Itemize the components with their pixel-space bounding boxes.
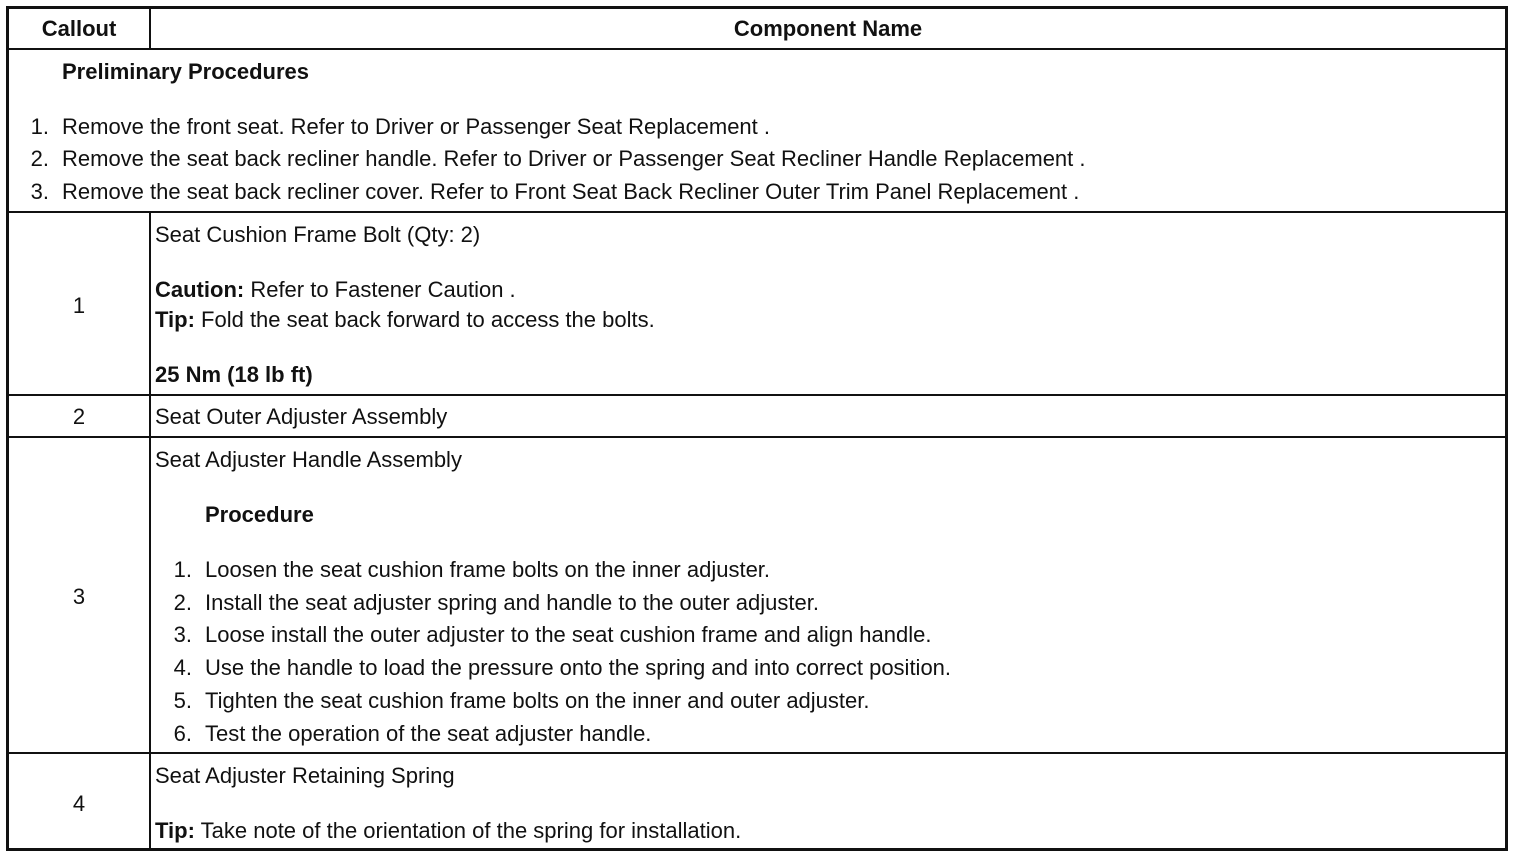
tip-note <box>155 308 655 332</box>
callout-number: 1 <box>72 293 86 318</box>
row-divider <box>9 211 1505 213</box>
header-component-name: Component Name <box>733 16 923 41</box>
component-name: Seat Adjuster Retaining Spring <box>155 763 455 788</box>
procedure-step-number: 2. <box>173 590 192 615</box>
caution-note <box>155 278 516 302</box>
procedure-step-text: Use the handle to load the pressure onto the spring and into correct position. <box>205 655 952 680</box>
procedure-step-number: 6. <box>173 721 192 746</box>
tip-label: Tip: <box>155 818 195 843</box>
tip-text: Take note of the orientation of the spring for installation. <box>194 818 742 843</box>
procedure-step-number: 1. <box>173 557 192 582</box>
procedure-step-text: Loose install the outer adjuster to the seat cushion frame and align handle. <box>205 622 932 647</box>
preliminary-step-text: Remove the seat back recliner cover. Refer to Front Seat Back Recliner Outer Trim Panel Replacement . <box>62 179 1080 204</box>
tip-note <box>155 819 741 843</box>
procedure-step-number: 5. <box>173 688 192 713</box>
procedure-step-text: Loosen the seat cushion frame bolts on the inner adjuster. <box>205 557 771 582</box>
row-divider <box>9 436 1505 438</box>
caution-label: Caution: <box>155 277 245 302</box>
preliminary-step-text: Remove the front seat. Refer to Driver or Passenger Seat Replacement . <box>62 114 770 139</box>
header-callout: Callout <box>41 16 117 41</box>
component-name: Seat Adjuster Handle Assembly <box>155 447 462 472</box>
procedure-step-number: 3. <box>173 622 192 647</box>
preliminary-step-number: 2. <box>30 146 49 171</box>
preliminary-step-number: 1. <box>30 114 49 139</box>
component-name: Seat Outer Adjuster Assembly <box>155 404 448 429</box>
component-table <box>6 6 1508 851</box>
callout-number: 3 <box>72 584 86 609</box>
row-divider <box>9 752 1505 754</box>
tip-label: Tip: <box>155 307 195 332</box>
procedure-step-text: Install the seat adjuster spring and handle to the outer adjuster. <box>205 590 819 615</box>
header-divider <box>9 48 1505 50</box>
procedure-step-text: Tighten the seat cushion frame bolts on the inner and outer adjuster. <box>205 688 870 713</box>
procedure-step-text: Test the operation of the seat adjuster handle. <box>205 721 652 746</box>
component-name: Seat Cushion Frame Bolt (Qty: 2) <box>155 222 481 247</box>
procedure-step-number: 4. <box>173 655 192 680</box>
preliminary-step-text: Remove the seat back recliner handle. Refer to Driver or Passenger Seat Recliner Handle Replacement . <box>62 146 1086 171</box>
preliminary-step-number: 3. <box>30 179 49 204</box>
tip-text: Fold the seat back forward to access the bolts. <box>194 307 655 332</box>
procedure-title: Procedure <box>205 502 314 527</box>
callout-number: 4 <box>72 791 86 816</box>
preliminary-title: Preliminary Procedures <box>62 59 310 84</box>
caution-text: Refer to Fastener Caution . <box>244 277 516 302</box>
column-divider <box>149 211 151 848</box>
callout-number: 2 <box>72 404 86 429</box>
torque-spec: 25 Nm (18 lb ft) <box>155 362 313 387</box>
row-divider <box>9 394 1505 396</box>
